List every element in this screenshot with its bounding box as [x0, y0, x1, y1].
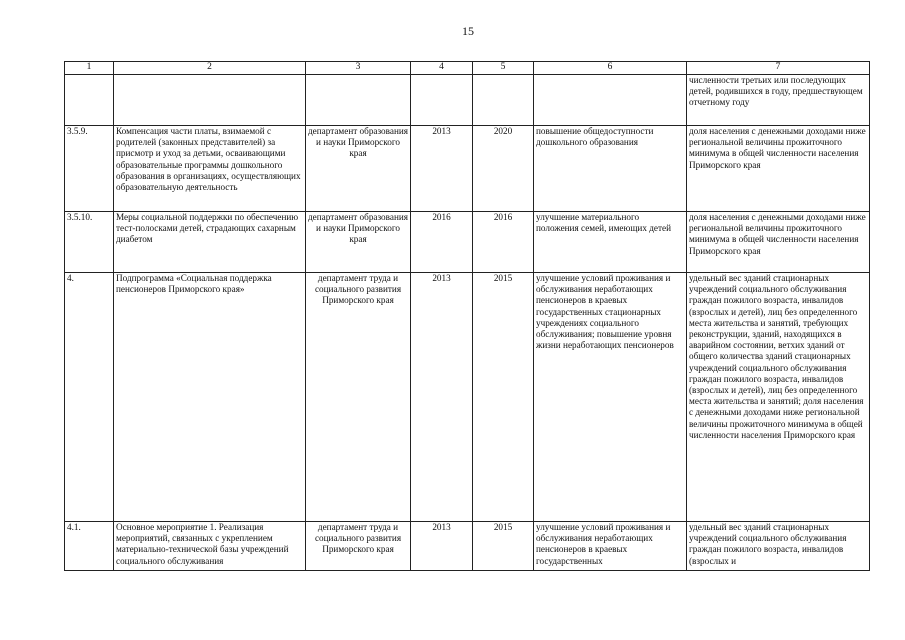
row-end-year: 2020 [473, 126, 534, 212]
column-header: 2 [114, 62, 306, 75]
row-department: департамент образования и науки Приморского края [306, 212, 411, 273]
row-result [534, 75, 687, 126]
table-row [65, 522, 870, 571]
column-header: 3 [306, 62, 411, 75]
row-result: улучшение материального положения семей, имеющих детей [534, 212, 687, 273]
row-start-year: 2016 [411, 212, 473, 273]
row-name: Компенсация части платы, взимаемой с родителей (законных представителей) за присмотр и уход за детьми, осваивающими образовательные программы дошкольного образования в организациях, осуществляющих образовательную деятельность [114, 126, 306, 212]
row-department [306, 75, 411, 126]
row-start-year: 2013 [411, 126, 473, 212]
row-number [65, 75, 114, 126]
row-department: департамент образования и науки Приморского края [306, 126, 411, 212]
page-number: 15 [462, 24, 474, 38]
row-indicator: доля населения с денежными доходами ниже региональной величины прожиточного минимума в общей численности населения Приморского края [687, 212, 870, 273]
column-header: 7 [687, 62, 870, 75]
row-result: улучшение условий проживания и обслуживания неработающих пенсионеров в краевых государственных стационарных учреждениях социального обслуживания; повышение уровня жизни неработающих пенсионеров [534, 273, 687, 522]
row-indicator: удельный вес зданий стационарных учреждений социального обслуживания граждан пожилого возраста, инвалидов (взрослых и [687, 522, 870, 571]
table-row [65, 126, 870, 212]
row-start-year: 2013 [411, 273, 473, 522]
row-department: департамент труда и социального развития Приморского края [306, 522, 411, 571]
row-number: 4.1. [65, 522, 114, 571]
table-row [65, 212, 870, 273]
row-end-year [473, 75, 534, 126]
row-department: департамент труда и социального развития Приморского края [306, 273, 411, 522]
row-name: Основное мероприятие 1. Реализация мероприятий, связанных с укреплением материально-технической базы учреждений социального обслуживания [114, 522, 306, 571]
row-end-year: 2015 [473, 522, 534, 571]
column-header: 4 [411, 62, 473, 75]
row-indicator: численности третьих или последующих детей, родившихся в году, предшествующем отчетному году [687, 75, 870, 126]
row-number: 3.5.9. [65, 126, 114, 212]
column-header: 1 [65, 62, 114, 75]
column-header: 6 [534, 62, 687, 75]
table-row [65, 75, 870, 126]
row-name: Меры социальной поддержки по обеспечению тест-полосками детей, страдающих сахарным диабетом [114, 212, 306, 273]
row-end-year: 2016 [473, 212, 534, 273]
row-number: 4. [65, 273, 114, 522]
row-end-year: 2015 [473, 273, 534, 522]
table-row [65, 273, 870, 522]
row-name [114, 75, 306, 126]
row-indicator: доля населения с денежными доходами ниже региональной величины прожиточного минимума в общей численности населения Приморского края [687, 126, 870, 212]
program-table [64, 61, 870, 571]
row-indicator: удельный вес зданий стационарных учреждений социального обслуживания граждан пожилого возраста, инвалидов (взрослых и детей), лиц без определенного места жительства и занятий, требующих реконструкции, зданий, находящихся в аварийном состоянии, ветхих зданий от общего количества зданий стационарных учреждений социального обслуживания граждан пожилого возраста, инвалидов (взрослых и детей), лиц без определенного места жительства и занятий; доля населения с денежными доходами ниже региональной величины прожиточного минимума в общей численности населения Приморского края [687, 273, 870, 522]
row-start-year: 2013 [411, 522, 473, 571]
row-result: улучшение условий проживания и обслуживания неработающих пенсионеров в краевых государственных [534, 522, 687, 571]
column-header: 5 [473, 62, 534, 75]
row-start-year [411, 75, 473, 126]
row-number: 3.5.10. [65, 212, 114, 273]
table-header-row [65, 62, 870, 75]
row-name: Подпрограмма «Социальная поддержка пенсионеров Приморского края» [114, 273, 306, 522]
row-result: повышение общедоступности дошкольного образования [534, 126, 687, 212]
